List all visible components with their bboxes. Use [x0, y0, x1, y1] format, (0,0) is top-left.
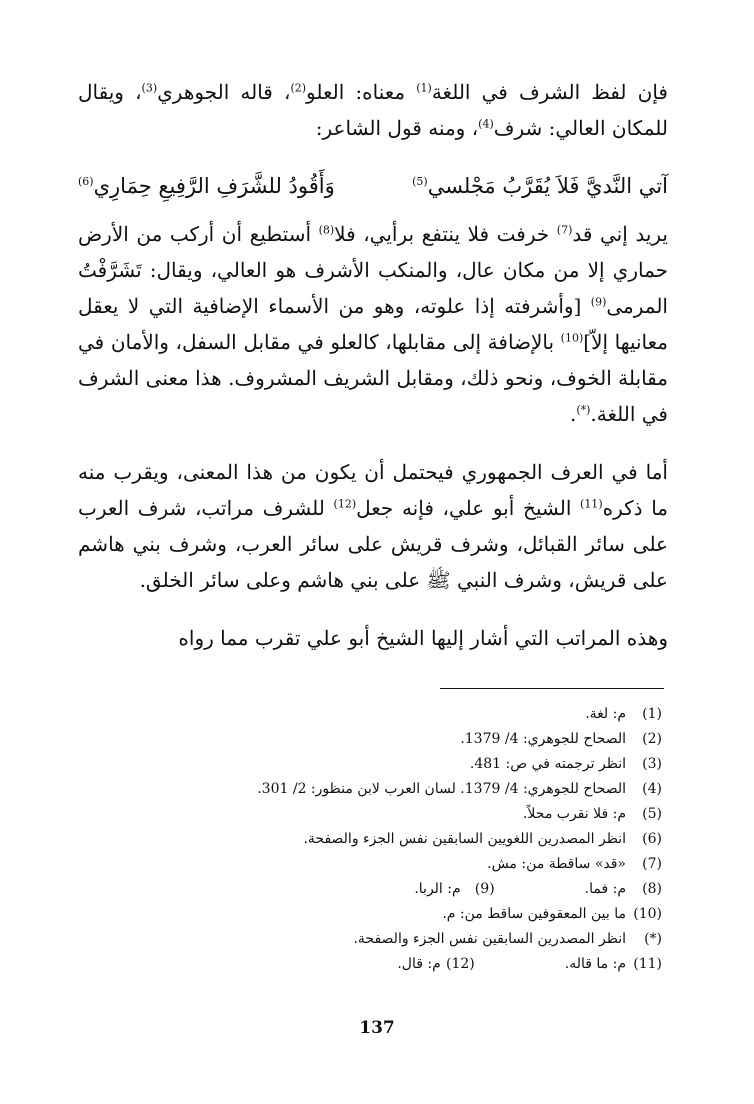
text-run: .	[569, 402, 577, 426]
footnote-1	[100, 702, 662, 727]
footnote-10	[100, 902, 662, 927]
footnote-text: الصحاح للجوهري: 4/ 1379.	[460, 731, 626, 747]
verse-second-hemistich	[78, 166, 335, 206]
footnote-text: انظر المصدرين اللغويين السابقين نفس الجزء والصفحة.	[303, 831, 626, 847]
text-run: بالإضافة إلى مقابلها، كالعلو في مقابل السفل، والأمان في مقابلة الخوف، ونحو ذلك، ومقابل الشريف المشروف. هذا معنى الشرف في اللغة.	[78, 330, 668, 426]
page-number: 137	[359, 1018, 395, 1038]
footnote-2	[100, 727, 662, 752]
footnote-text: م: لغة.	[585, 706, 626, 722]
paragraph-1	[78, 74, 668, 146]
text-run: معناه: العلو	[306, 80, 417, 104]
footnote-ref-3[interactable]: (3)	[141, 81, 158, 95]
footnote-ref-star[interactable]: (*)	[576, 403, 591, 417]
footnote-star	[100, 927, 662, 952]
footnote-text: انظر المصدرين السابقين نفس الجزء والصفحة.	[353, 931, 626, 947]
footnote-number: (11)	[633, 956, 662, 972]
footnote-text: ما بين المعقوفين ساقط من: م.	[442, 906, 626, 922]
footnote-text: انظر ترجمته في ص: 481.	[469, 756, 626, 772]
footnote-7	[100, 852, 662, 877]
text-run: ، قاله الجوهري	[157, 80, 291, 104]
footnote-number: (7)	[642, 856, 662, 872]
footnote-12	[397, 952, 474, 977]
footnote-ref-1[interactable]: (1)	[416, 81, 432, 95]
verse-text: وَأَقُودُ للشَّرَفِ الرَّفِيعِ حِمَارِي	[93, 174, 335, 198]
footnote-text: م: فما.	[584, 881, 626, 897]
footnote-11-12	[100, 952, 662, 977]
paragraph-2	[78, 216, 668, 432]
footnote-text: م: الربا.	[414, 881, 461, 897]
footnotes	[100, 702, 662, 977]
footnote-ref-11[interactable]: (11)	[580, 497, 603, 511]
text-run: ، ويقال للمكان العالي: شرف	[78, 80, 668, 140]
paragraph-3	[78, 454, 668, 598]
poetry-verse	[78, 166, 668, 206]
footnote-ref-6[interactable]: (6)	[78, 175, 94, 188]
verse-text: آتي النَّديَّ فَلاَ يُقَرَّبُ مَجْلسي	[427, 174, 668, 198]
footnote-text: م: ما قاله.	[564, 956, 626, 972]
footnote-number: (4)	[642, 781, 662, 797]
paragraph-4	[78, 620, 668, 656]
footnote-3	[100, 752, 662, 777]
text-run: خرفت فلا ينتفع برأيي، فلا	[334, 222, 557, 246]
footnote-number: (9)	[474, 881, 495, 897]
footnote-number: (10)	[633, 906, 662, 922]
footnote-number: (6)	[642, 831, 662, 847]
footnote-number: (2)	[642, 731, 662, 747]
text-run: وهذه المراتب التي أشار إليها الشيخ أبو علي تقرب مما رواه	[178, 626, 668, 650]
footnote-4	[100, 777, 662, 802]
footnote-ref-4[interactable]: (4)	[478, 117, 494, 131]
footnote-text: م: فلا نقرب محلاً.	[522, 806, 626, 822]
text-run: أما في العرف الجمهوري فيحتمل أن يكون من هذا المعنى، ويقرب منه ما ذكره	[78, 460, 668, 520]
text-run: [وأشرفته إذا علوته، وهو من الأسماء الإضافية التي لا يعقل معانيها إلاّ]	[78, 294, 668, 354]
footnote-number: (*)	[644, 931, 662, 947]
footnote-text: م: قال.	[397, 956, 441, 972]
text-run: أستطيع أن أركب من الأرض حماري إلا من مكان عال، والمنكب الأشرف هو العالي، ويقال: تَشَرَّفْتُ المرمى	[78, 222, 668, 318]
footnote-8-9	[100, 877, 662, 902]
footnote-ref-2[interactable]: (2)	[290, 81, 307, 95]
footnote-number: (3)	[642, 756, 662, 772]
footnote-divider	[440, 688, 664, 689]
footnote-ref-9[interactable]: (9)	[590, 295, 607, 309]
footnote-ref-8[interactable]: (8)	[318, 223, 335, 237]
footnote-ref-12[interactable]: (12)	[333, 497, 357, 511]
footnote-6	[100, 827, 662, 852]
footnote-text: الصحاح للجوهري: 4/ 1379. لسان العرب لابن منظور: 2/ 301.	[257, 781, 626, 797]
footnote-number: (5)	[642, 806, 662, 822]
text-run: للشرف مراتب، شرف العرب على سائر القبائل، وشرف قريش على سائر العرب، وشرف بني هاشم على قريش، وشرف النبي ﷺ على بني هاشم وعلى سائر الخلق.	[78, 496, 668, 592]
footnote-ref-10[interactable]: (10)	[560, 331, 584, 345]
footnote-number: (8)	[642, 881, 662, 897]
footnote-text: «قد» ساقطة من: مش.	[487, 856, 626, 872]
verse-first-hemistich	[412, 166, 668, 206]
text-run: يريد إني قد	[572, 222, 669, 246]
footnote-9	[414, 877, 494, 902]
footnote-5	[100, 802, 662, 827]
footnote-number: (12)	[446, 956, 475, 972]
footnote-ref-7[interactable]: (7)	[556, 223, 573, 237]
footnote-number: (1)	[642, 706, 662, 722]
footnote-ref-5[interactable]: (5)	[412, 175, 428, 188]
text-run: الشيخ أبو علي، فإنه جعل	[356, 496, 581, 520]
text-run: ، ومنه قول الشاعر:	[315, 116, 479, 140]
text-run: فإن لفظ الشرف في اللغة	[431, 80, 668, 104]
